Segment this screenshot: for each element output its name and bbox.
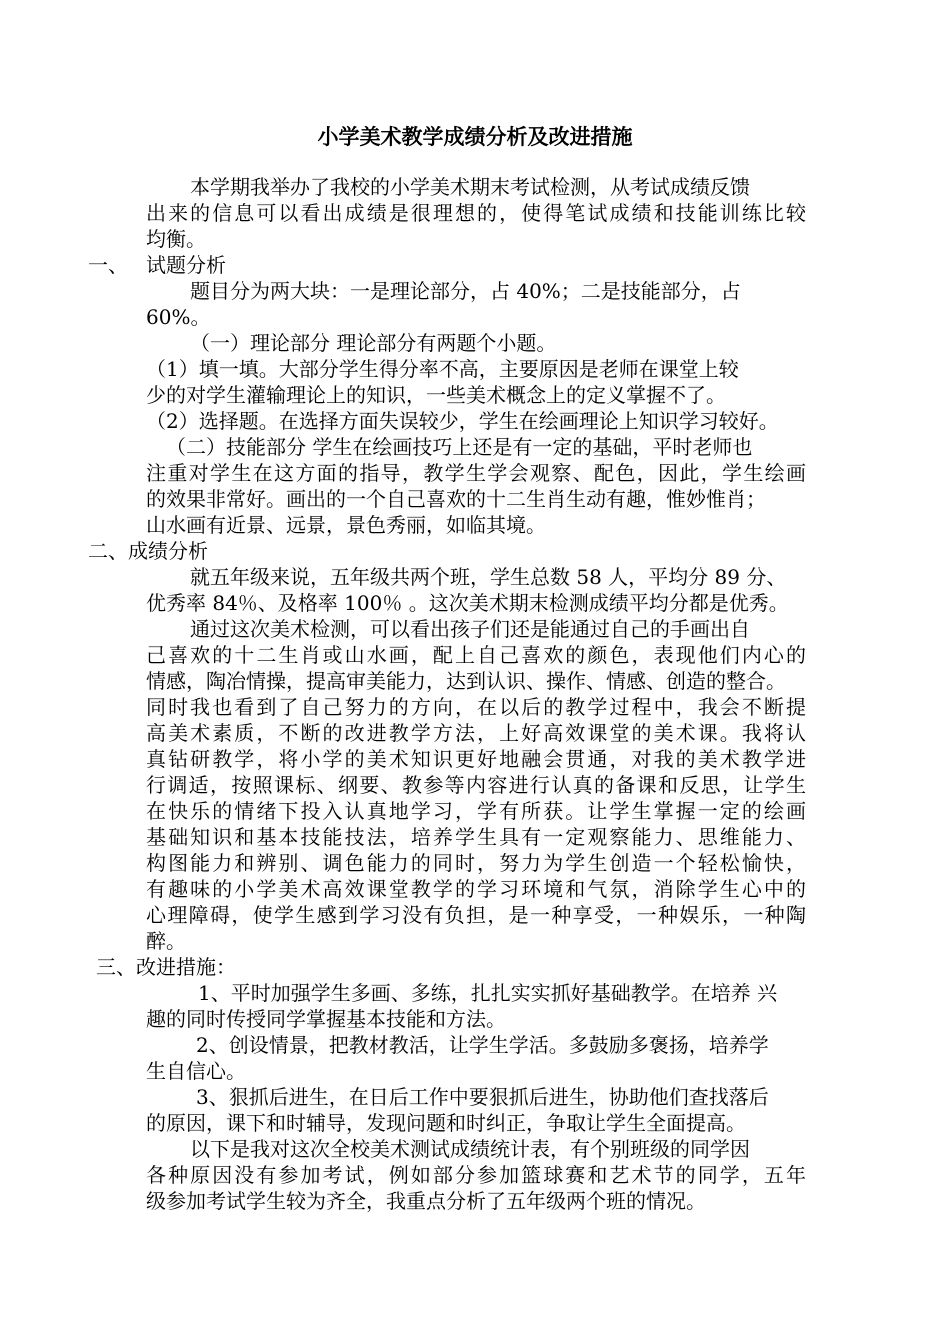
section-heading: 三、改进措施：: [96, 955, 236, 979]
text-line: （一）理论部分 理论部分有两题个小题。: [190, 331, 557, 355]
text-line: 就五年级来说，五年级共两个班，学生总数 58 人，平均分 89 分、: [190, 565, 787, 589]
text-line: 本学期我举办了我校的小学美术期末考试检测，从考试成绩反馈: [190, 175, 750, 199]
text-line: 生自信心。: [146, 1059, 246, 1083]
text-line: 有趣味的小学美术高效课堂教学的学习环境和气氛，消除学生心中的: [146, 877, 806, 901]
text-line: 高美术素质，不断的改进教学方法，上好高效课堂的美术课。我将认: [146, 721, 806, 745]
text-line: （二）技能部分 学生在绘画技巧上还是有一定的基础，平时老师也: [166, 435, 753, 459]
section-heading: 二、成绩分析: [88, 539, 208, 563]
text-line: 山水画有近景、远景，景色秀丽，如临其境。: [146, 513, 546, 537]
text-line: 均衡。: [146, 227, 206, 251]
text-line: 的效果非常好。画出的一个自己喜欢的十二生肖生动有趣，惟妙惟肖；: [146, 487, 766, 511]
text-line: 以下是我对这次全校美术测试成绩统计表，有个别班级的同学因: [190, 1137, 750, 1161]
text-line: 少的对学生灌输理论上的知识，一些美术概念上的定义掌握不了。: [146, 383, 726, 407]
text-line: 60%。: [146, 305, 211, 329]
text-line: 行调适，按照课标、纲要、教参等内容进行认真的备课和反思，让学生: [146, 773, 806, 797]
text-line: 的原因，课下和时辅导，发现问题和时纠正，争取让学生全面提高。: [146, 1111, 746, 1135]
text-line: （2）选择题。在选择方面失误较少，学生在绘画理论上知识学习较好。: [146, 409, 779, 433]
text-line: 趣的同时传授同学掌握基本技能和方法。: [146, 1007, 506, 1031]
text-line: 同时我也看到了自己努力的方向，在以后的教学过程中，我会不断提: [146, 695, 806, 719]
text-line: 在快乐的情绪下投入认真地学习，学有所获。让学生掌握一定的绘画: [146, 799, 806, 823]
text-line: 真钻研教学，将小学的美术知识更好地融会贯通，对我的美术教学进: [146, 747, 806, 771]
document-title: 小学美术教学成绩分析及改进措施: [317, 124, 633, 149]
text-line: 心理障碍，使学生感到学习没有负担，是一种享受，一种娱乐，一种陶: [146, 903, 806, 927]
text-line: 通过这次美术检测，可以看出孩子们还是能通过自己的手画出自: [190, 617, 750, 641]
text-line: 级参加考试学生较为齐全，我重点分析了五年级两个班的情况。: [146, 1189, 706, 1213]
section-number: 一、: [88, 253, 128, 277]
text-line: 情感，陶冶情操，提高审美能力，达到认识、操作、情感、创造的整合。: [146, 669, 786, 693]
text-line: 基础知识和基本技能技法，培养学生具有一定观察能力、思维能力、: [146, 825, 806, 849]
text-line: 己喜欢的十二生肖或山水画，配上自己喜欢的颜色，表现他们内心的: [146, 643, 806, 667]
text-line: 2、创设情景，把教材教活，让学生学活。多鼓励多褒扬，培养学: [196, 1033, 769, 1057]
text-line: 构图能力和辨别、调色能力的同时，努力为学生创造一个轻松愉快，: [146, 851, 806, 875]
text-line: 题目分为两大块：一是理论部分，占 40%；二是技能部分，占: [190, 279, 741, 303]
text-line: 各种原因没有参加考试，例如部分参加篮球赛和艺术节的同学，五年: [146, 1163, 806, 1187]
section-heading: 试题分析: [146, 253, 226, 277]
text-line: 注重对学生在这方面的指导，教学生学会观察、配色，因此，学生绘画: [146, 461, 806, 485]
text-line: 3、狠抓后进生，在日后工作中要狠抓后进生，协助他们查找落后: [196, 1085, 769, 1109]
text-line: （1）填一填。大部分学生得分率不高，主要原因是老师在课堂上较: [146, 357, 739, 381]
text-line: 醉。: [146, 929, 186, 953]
text-line: 优秀率 84％、及格率 100％ 。这次美术期末检测成绩平均分都是优秀。: [146, 591, 789, 615]
text-line: 1、平时加强学生多画、多练，扎扎实实抓好基础教学。在培养 兴: [198, 981, 778, 1005]
text-line: 出来的信息可以看出成绩是很理想的，使得笔试成绩和技能训练比较: [146, 201, 806, 225]
